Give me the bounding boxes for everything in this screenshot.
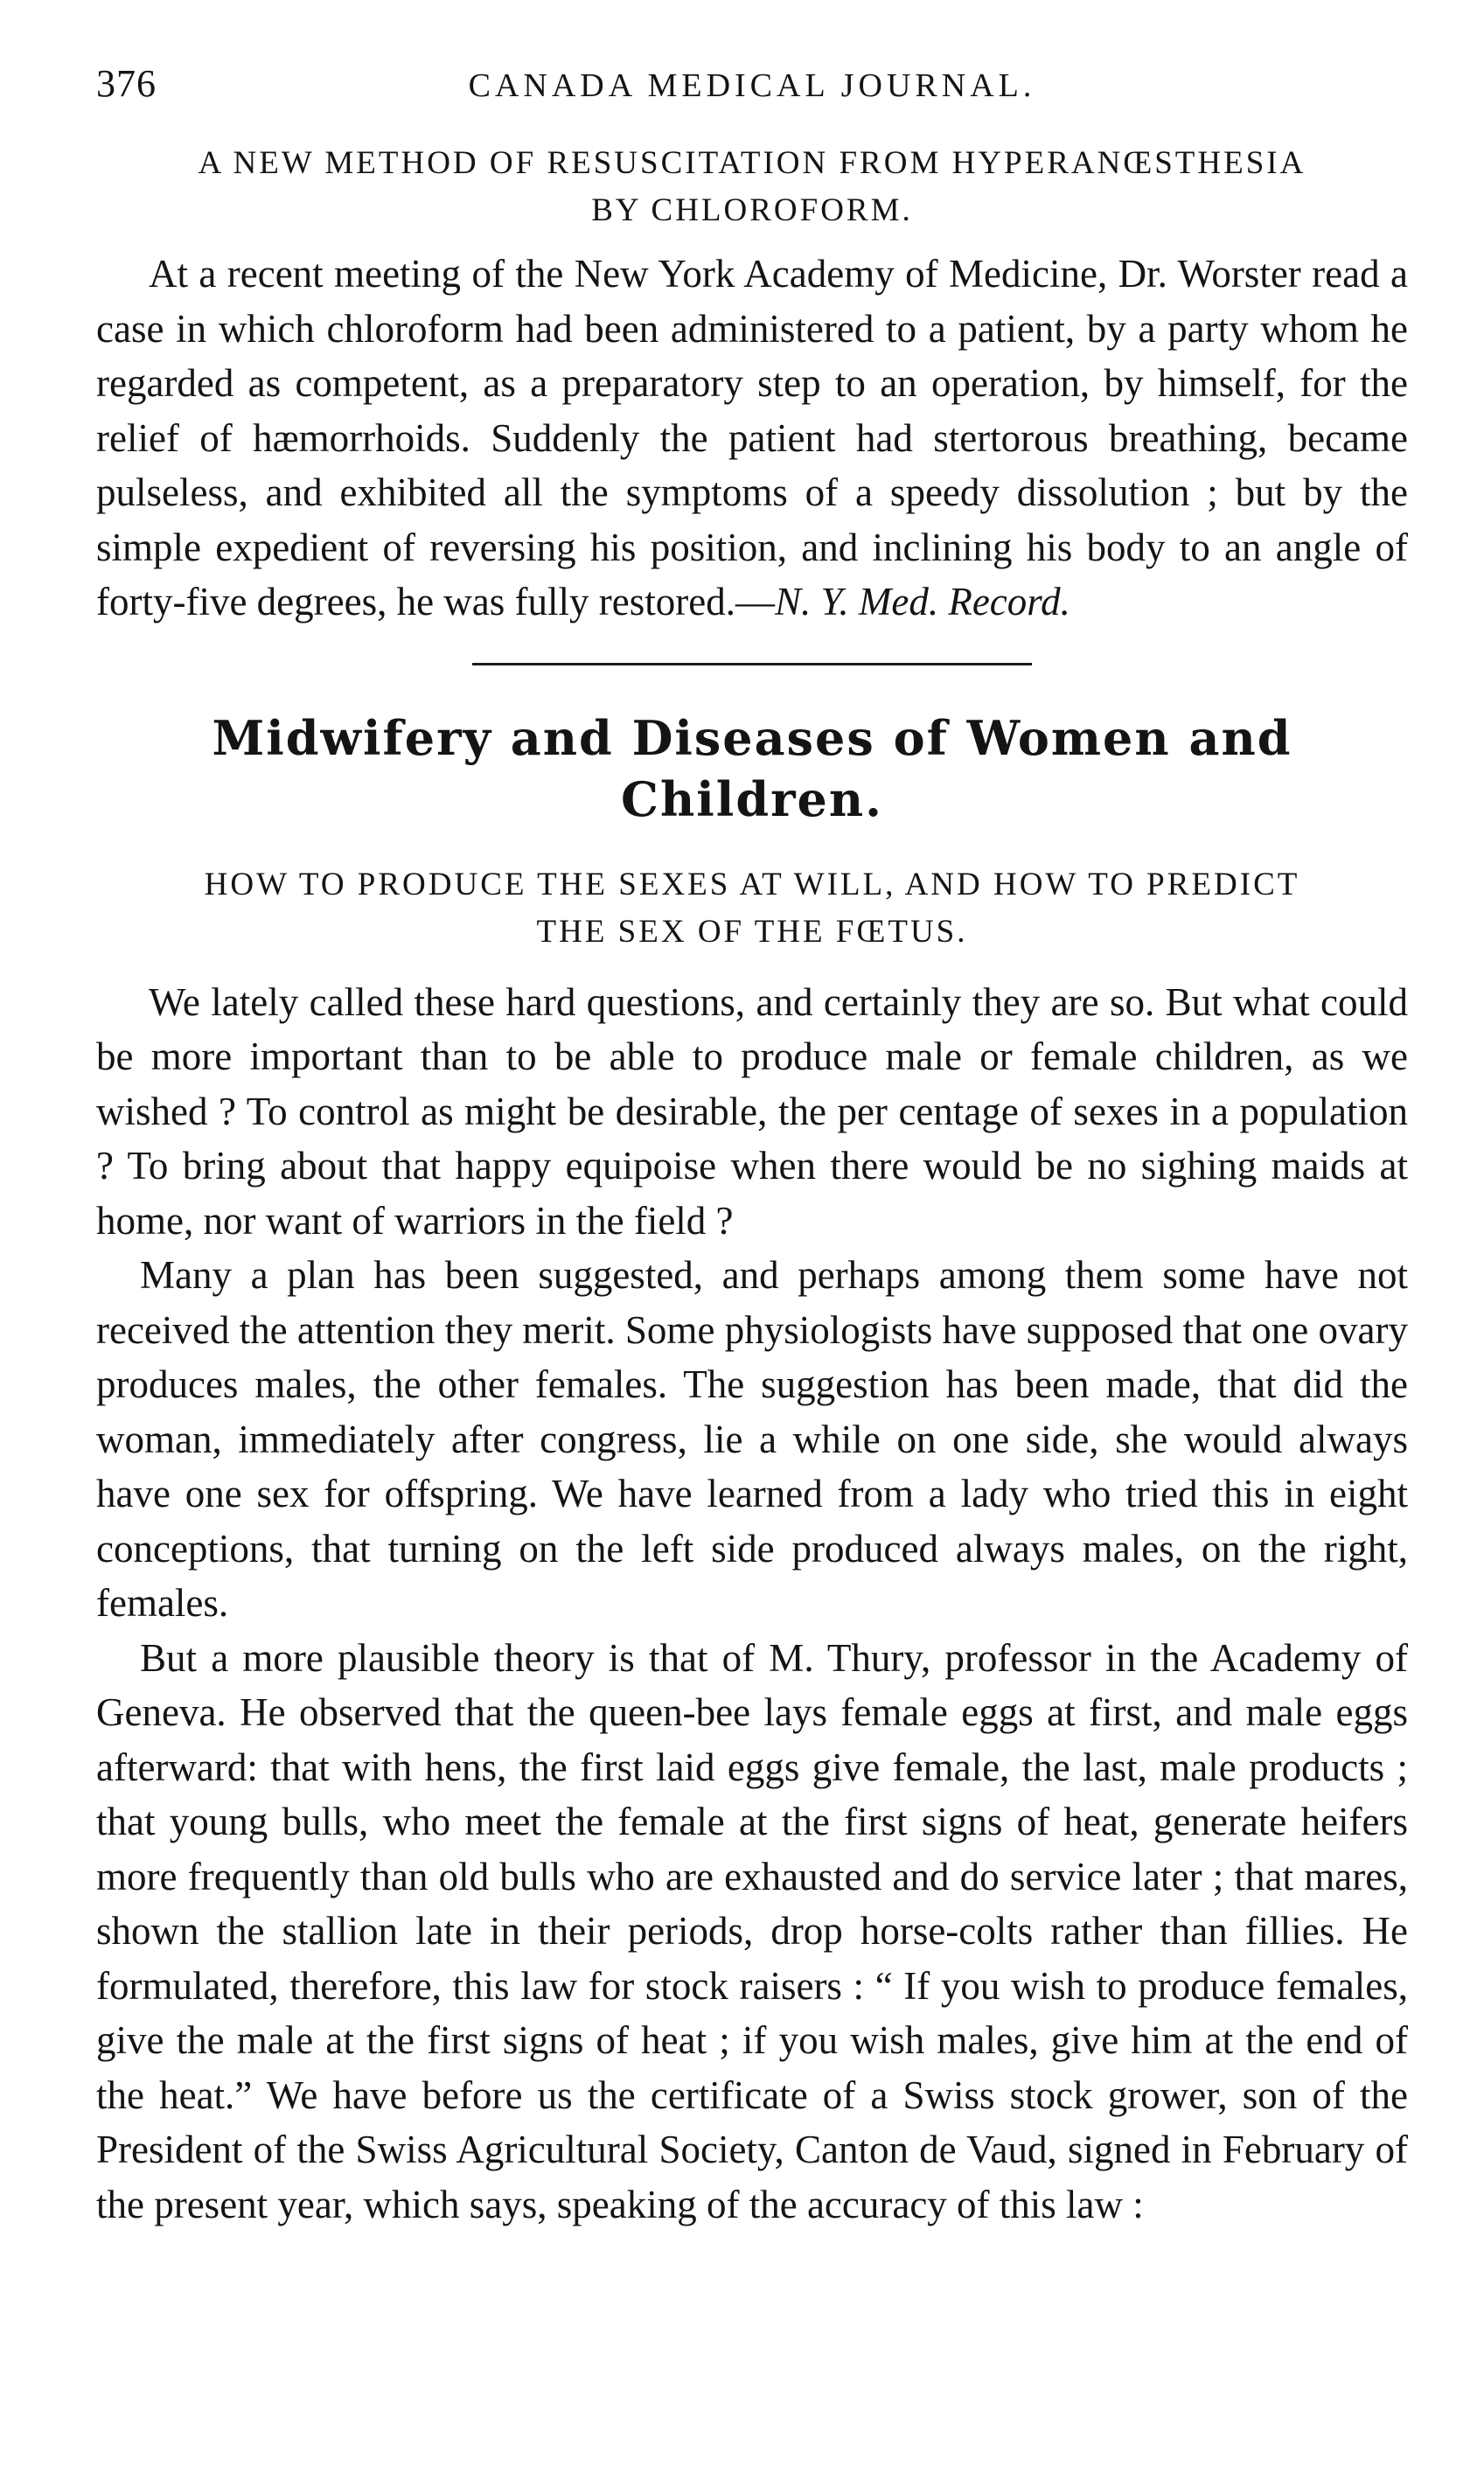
journal-page bbox=[96, 61, 1408, 2232]
article-title-line-1: A NEW METHOD OF RESUSCITATION FROM HYPERANŒSTHESIA bbox=[198, 145, 1306, 181]
article-title-line-2: BY CHLOROFORM. bbox=[591, 192, 913, 228]
article-title-line-2: THE SEX OF THE FŒTUS. bbox=[536, 913, 968, 950]
article-title-sexes bbox=[96, 861, 1408, 956]
journal-title: CANADA MEDICAL JOURNAL. bbox=[468, 67, 1036, 104]
paragraph-thury-theory: But a more plausible theory is that of M. Thury, professor in the Academy of Geneva. He observed that the queen-bee lays female eggs at first, and male eggs afterward: that with hens, the first laid eggs give female, the last, male products ; that young bulls, who meet the female at the first signs of heat, generate heifers more frequently than old bulls who are exhausted and do service later ; that mares, shown the stallion late in their periods, drop horse-colts rather than fillies. He formulated, therefore, this law for stock raisers : “ If you wish to produce females, give the male at the first signs of heat ; if you wish males, give him at the end of the heat.” We have before us the certificate of a Swiss stock grower, son of the President of the Swiss Agricultural Society, Canton de Vaud, signed in February of the present year, which says, speaking of the accuracy of this law : bbox=[96, 1635, 1408, 2226]
article-title-resuscitation bbox=[96, 140, 1408, 234]
article-citation: N. Y. Med. Record. bbox=[774, 580, 1070, 623]
running-head bbox=[96, 61, 1408, 131]
paragraph-hard-questions: We lately called these hard questions, and certainly they are so. But what could be more important than to be able to produce male or female children, as we wished ? To control as might be desirable, the per centage of sexes in a population ? To bring about that happy equipoise when there would be no sighing maids at home, nor want of warriors in the field ? bbox=[96, 979, 1408, 1243]
page-number: 376 bbox=[96, 62, 157, 105]
article-body-text: At a recent meeting of the New York Academy of Medicine, Dr. Worster read a case in which chloroform had been administered to a patient, by a party whom he regarded as competent, as a preparatory step to an operation, by himself, for the relief of hæmorrhoids. Suddenly the patient had stertorous breathing, became pulseless, and exhibited all the symptoms of a speedy dissolution ; but by the simple expedient of reversing his position, and inclining his body to an angle of forty-five degrees, he was fully restored.— bbox=[96, 252, 1408, 623]
section-heading: Midwifery and Diseases of Women and Children. bbox=[212, 709, 1292, 827]
article-body-resuscitation bbox=[96, 247, 1408, 630]
section-divider bbox=[472, 663, 1032, 665]
paragraph-many-plans: Many a plan has been suggested, and perhaps among them some have not received the attention they merit. Some physiologists have supposed that one ovary produces males, the other females. The suggestion has been made, that did the woman, immediately after congress, lie a while on one side, she would always have one sex for offspring. We have learned from a lady who tried this in eight conceptions, that turning on the left side produced always males, on the right, females. bbox=[96, 1253, 1408, 1625]
article-title-line-1: HOW TO PRODUCE THE SEXES AT WILL, AND HOW TO PREDICT bbox=[204, 866, 1300, 902]
